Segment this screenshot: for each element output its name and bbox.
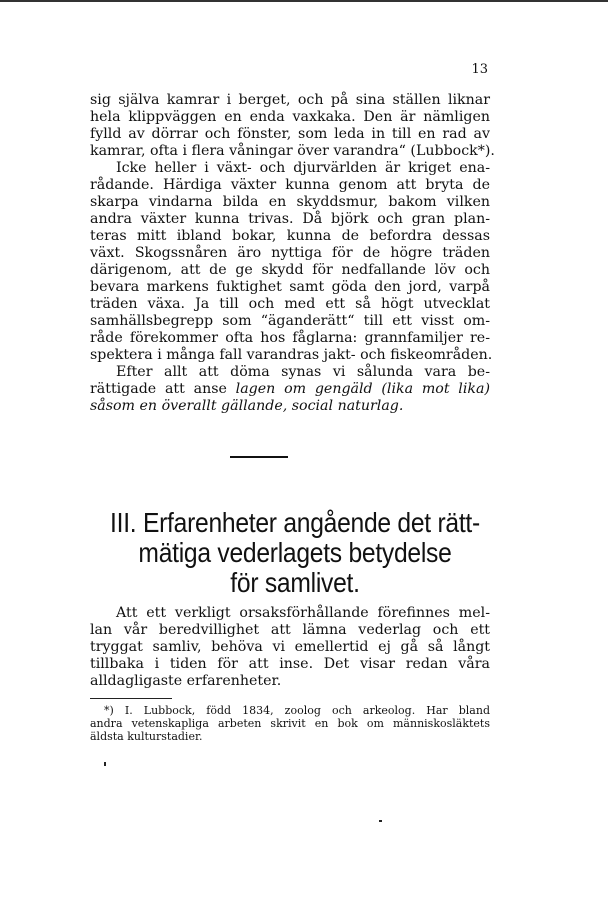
paragraph2-line: träden växa. Ja till och med ett så högt utvecklat — [90, 296, 490, 312]
footnote-divider — [90, 698, 172, 699]
section-heading-line: mätiga vederlagets betydelse — [138, 537, 452, 568]
scan-speck — [104, 762, 106, 766]
paragraph3-line2-italic: lagen om gengäld (lika mot lika) — [235, 381, 490, 397]
paragraph2-line: bevara markens fuktighet samt göda den jord, varpå — [90, 279, 490, 295]
scan-speck — [379, 820, 382, 822]
paragraph1-line: kamrar, ofta i flera våningar över varandra“ (Lubbock*). — [90, 143, 495, 159]
paragraph3-line2-plain: rättigade att anse — [90, 381, 236, 397]
paragraph3-line3-italic: såsom en överallt gällande, social naturlag. — [90, 398, 404, 414]
page-number: 13 — [471, 62, 488, 77]
section-heading-line: för samlivet. — [230, 567, 360, 598]
paragraph2-line: teras mitt ibland bokar, kunna de befordra dessas — [90, 228, 490, 244]
paragraph2-line: Icke heller i växt- och djurvärlden är kriget ena- — [116, 160, 490, 176]
top-border-rule — [0, 0, 608, 2]
section-paragraph-line: Att ett verkligt orsaksförhållande förefinnes mel- — [116, 605, 490, 621]
section-divider — [230, 456, 288, 458]
paragraph2-line: växt. Skogssnåren äro nyttiga för de högre träden — [90, 245, 490, 261]
paragraph2-line: andra växter kunna trivas. Då björk och gran plan- — [90, 211, 490, 227]
footnote-line: andra vetenskapliga arbeten skrivit en bok om människosläktets — [90, 717, 490, 730]
paragraph1-line: hela klippväggen en enda vaxkaka. Den är nämligen — [90, 109, 490, 125]
paragraph2-line: samhällsbegrepp som “äganderätt“ till ett visst om- — [90, 313, 490, 329]
section-heading-line: III. Erfarenheter angående det rätt- — [110, 507, 480, 538]
footnote-line: *) I. Lubbock, född 1834, zoolog och arkeolog. Har bland — [104, 704, 490, 717]
section-paragraph-line: alldagligaste erfarenheter. — [90, 673, 282, 689]
footnote-line: äldsta kulturstadier. — [90, 730, 203, 743]
paragraph3-line — [90, 398, 490, 415]
paragraph2-line: spektera i många fall varandras jakt- och fiskeområden. — [90, 347, 493, 363]
paragraph2-line: råde förekommer ofta hos fåglarna: grannfamiljer re- — [90, 330, 490, 346]
section-paragraph-line: lan vår beredvillighet att lämna vederlag och ett — [90, 622, 490, 638]
paragraph2-line: därigenom, att de ge skydd för nedfallande löv och — [90, 262, 490, 278]
paragraph1-line: fylld av dörrar och fönster, som leda in till en rad av — [90, 126, 490, 142]
section-paragraph-line: tryggat samliv, behöva vi emellertid ej gå så långt — [90, 639, 490, 655]
paragraph3-line — [90, 381, 490, 398]
section-paragraph-line: tillbaka i tiden för att inse. Det visar redan våra — [90, 656, 490, 672]
paragraph1-line: sig själva kamrar i berget, och på sina ställen liknar — [90, 92, 490, 108]
paragraph3-line: Efter allt att döma synas vi sålunda vara be- — [116, 364, 490, 380]
paragraph2-line: rådande. Härdiga växter kunna genom att bryta de — [90, 177, 490, 193]
paragraph2-line: skarpa vindarna bilda en skyddsmur, bakom vilken — [90, 194, 490, 210]
